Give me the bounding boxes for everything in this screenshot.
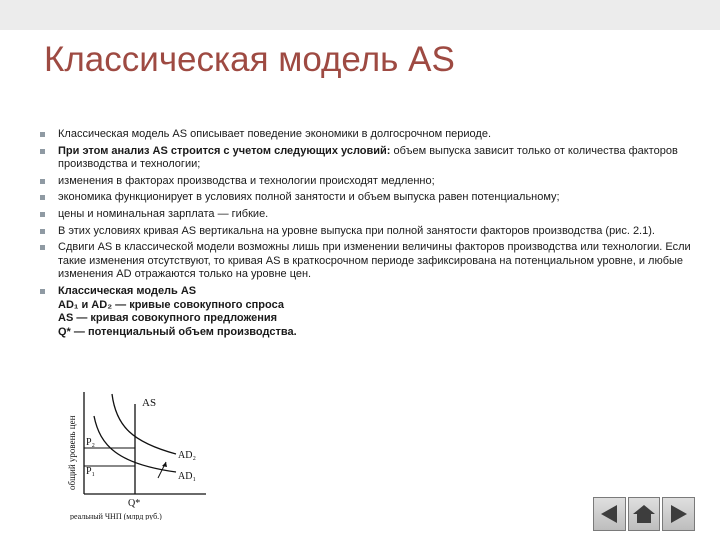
arrow-left-icon	[597, 503, 621, 525]
legend-q: Q* — потенциальный объем производства.	[58, 325, 297, 338]
y-axis-label: общий уровень цен	[67, 415, 77, 490]
as-label: AS	[142, 397, 157, 409]
legend-line	[40, 312, 700, 326]
bullet-item	[40, 225, 700, 239]
bullet-text: В этих условиях кривая AS вертикальна на уровне выпуска при полной занятости факторов производства (рис. 2.1).	[58, 224, 655, 237]
home-button[interactable]	[628, 497, 661, 531]
bullet-item	[40, 175, 700, 189]
as-ad-diagram	[66, 386, 216, 520]
bullet-text: цены и номинальная зарплата — гибкие.	[58, 207, 269, 220]
p1-label: P₁	[86, 466, 96, 477]
ad1-label: AD₁	[178, 471, 196, 482]
legend-ad: AD₁ и AD₂ — кривые совокупного спроса	[58, 298, 284, 311]
bullet-text: Классическая модель AS описывает поведение экономики в долгосрочном периоде.	[58, 128, 491, 140]
home-icon	[631, 503, 657, 525]
bullet-item	[40, 145, 700, 172]
bullet-text: Сдвиги AS в классической модели возможны лишь при изменении величины факторов производства или технологии. Если такие изменения отсутствуют, то кривая AS в краткосрочном периоде зафиксирована на потенциальном уровне, и любые изменения AD отражаются только на уровне цен.	[58, 241, 691, 281]
arrow-right-icon	[667, 503, 691, 525]
next-slide-button[interactable]	[662, 497, 695, 531]
bullet-item	[40, 128, 700, 142]
bullet-text: экономика функционирует в условиях полной занятости и объем выпуска равен потенциальному;	[58, 191, 560, 204]
prev-slide-button[interactable]	[593, 497, 626, 531]
bullet-text: изменения в факторах производства и технологии происходят медленно;	[58, 174, 435, 187]
slide-top-band	[0, 0, 720, 30]
p2-label: P₂	[86, 437, 96, 448]
bullet-bold-text: При этом анализ AS строится с учетом следующих условий:	[58, 144, 391, 157]
q-label: Q*	[128, 498, 141, 509]
bullet-item	[40, 241, 700, 282]
x-axis-label: реальный ЧНП (млрд руб.)	[70, 512, 162, 520]
slide-title: Классическая модель AS	[44, 40, 455, 79]
bullet-item	[40, 191, 700, 205]
bullet-item	[40, 285, 700, 299]
legend-line	[40, 326, 700, 340]
bullet-item	[40, 208, 700, 222]
legend-as: AS — кривая совокупного предложения	[58, 312, 278, 325]
bullet-text: объем выпуска зависит только от количества факторов производства и технологии;	[58, 144, 678, 171]
legend-line	[40, 299, 700, 313]
slide-navigation	[593, 497, 695, 531]
shift-arrowhead	[162, 462, 167, 467]
bullet-list	[40, 128, 700, 339]
legend-title: Классическая модель AS	[58, 284, 197, 297]
ad2-label: AD₂	[178, 450, 196, 461]
